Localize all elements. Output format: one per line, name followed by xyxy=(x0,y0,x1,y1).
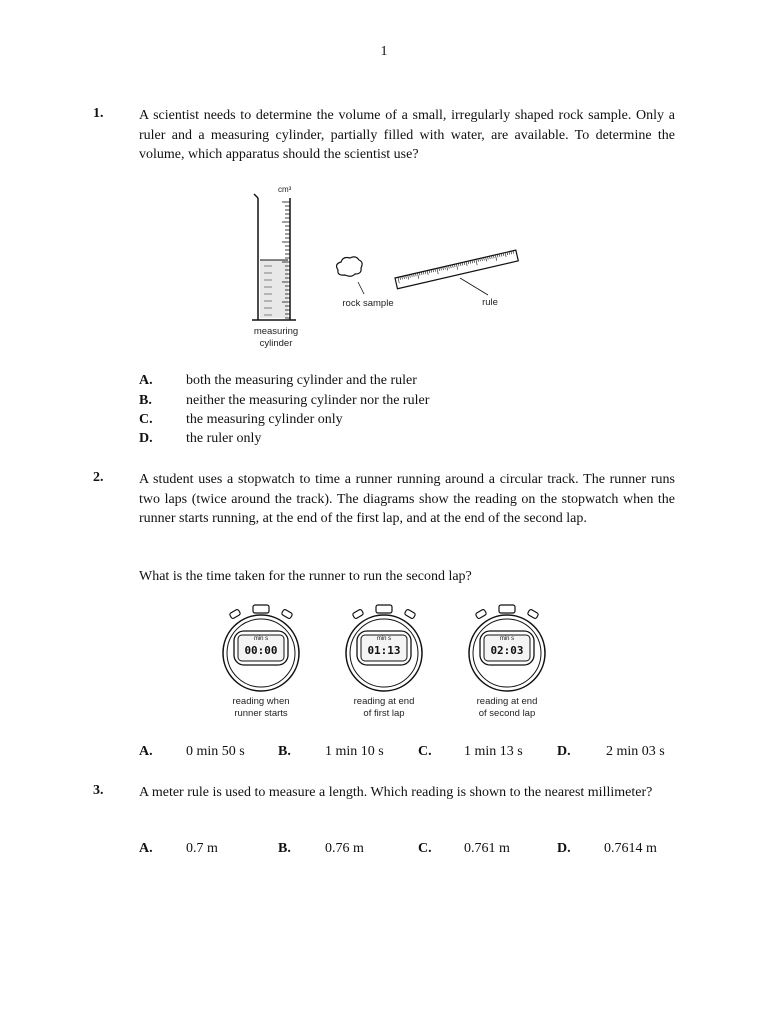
stopwatch-label-line-2: runner starts xyxy=(234,708,288,719)
option-text: 2 min 03 s xyxy=(606,744,665,759)
stopwatch-units: min s xyxy=(253,636,269,642)
stopwatch-label-line-2: of second lap xyxy=(478,708,536,719)
measuring-cylinder-drawing xyxy=(252,194,296,320)
option-text: 1 min 10 s xyxy=(325,744,384,759)
stopwatch-start-label xyxy=(211,696,311,720)
option-letter: D. xyxy=(557,744,571,759)
question-2-number: 2. xyxy=(93,470,104,485)
option-letter: A. xyxy=(139,373,153,388)
option-letter: D. xyxy=(139,431,153,446)
option-letter: B. xyxy=(278,744,291,759)
option-text: the ruler only xyxy=(186,431,262,446)
option-text: 0.7 m xyxy=(186,841,218,856)
option-text: 0.761 m xyxy=(464,841,510,856)
option-letter: C. xyxy=(139,412,153,427)
stopwatch-units: min s xyxy=(499,636,515,642)
question-2-prompt: What is the time taken for the runner to run the second lap? xyxy=(139,569,472,584)
option-text: 0 min 50 s xyxy=(186,744,245,759)
cylinder-unit-label: cm³ xyxy=(278,185,292,194)
stopwatch-units: min s xyxy=(376,636,392,642)
stopwatch-label-line-1: reading when xyxy=(232,696,290,707)
cylinder-label-line-1: measuring xyxy=(253,326,299,337)
question-3-number: 3. xyxy=(93,783,104,798)
option-text: 0.76 m xyxy=(325,841,364,856)
stopwatch-reading: 02:03 xyxy=(490,644,524,657)
question-1-number: 1. xyxy=(93,106,104,121)
option-text: 1 min 13 s xyxy=(464,744,523,759)
question-3-text: A meter rule is used to measure a length. Which reading is shown to the nearest millimeter? xyxy=(139,785,653,800)
stopwatch-label-line-1: reading at end xyxy=(476,696,538,707)
option-letter: B. xyxy=(139,393,152,408)
stopwatch-second-lap-label xyxy=(457,696,557,720)
rule-label: rule xyxy=(482,297,498,308)
option-letter: A. xyxy=(139,744,153,759)
cylinder-label-line-2: cylinder xyxy=(259,338,293,349)
option-letter: B. xyxy=(278,841,291,856)
question-1-figure xyxy=(240,180,530,352)
stopwatch-label-line-2: of first lap xyxy=(363,708,405,719)
stopwatch-reading: 00:00 xyxy=(244,644,278,657)
question-2-text: A student uses a stopwatch to time a runner running around a circular track. The runner runs two laps (twice around the track). The diagrams show the reading on the stopwatch when the runner starts running, at the end of the first lap, and at the end of the second lap. xyxy=(139,472,675,526)
option-letter: D. xyxy=(557,841,571,856)
stopwatch-label-line-1: reading at end xyxy=(353,696,415,707)
rock-sample-drawing xyxy=(337,257,363,276)
stopwatch-first-lap-label xyxy=(334,696,434,720)
option-text: 0.7614 m xyxy=(604,841,657,856)
option-letter: C. xyxy=(418,744,432,759)
option-text: both the measuring cylinder and the ruler xyxy=(186,373,417,388)
ruler-drawing xyxy=(395,250,518,289)
stopwatch-reading: 01:13 xyxy=(367,644,401,657)
option-text: the measuring cylinder only xyxy=(186,412,343,427)
rock-sample-label: rock sample xyxy=(342,298,394,309)
question-1-text: A scientist needs to determine the volume of a small, irregularly shaped rock sample. Only a ruler and a measuring cylinder, partially filled with water, are available. To determine the volume, which apparatus should the scientist use? xyxy=(139,108,675,162)
option-text: neither the measuring cylinder nor the ruler xyxy=(186,393,430,408)
option-letter: A. xyxy=(139,841,153,856)
page-number: 1 xyxy=(380,44,388,59)
option-letter: C. xyxy=(418,841,432,856)
